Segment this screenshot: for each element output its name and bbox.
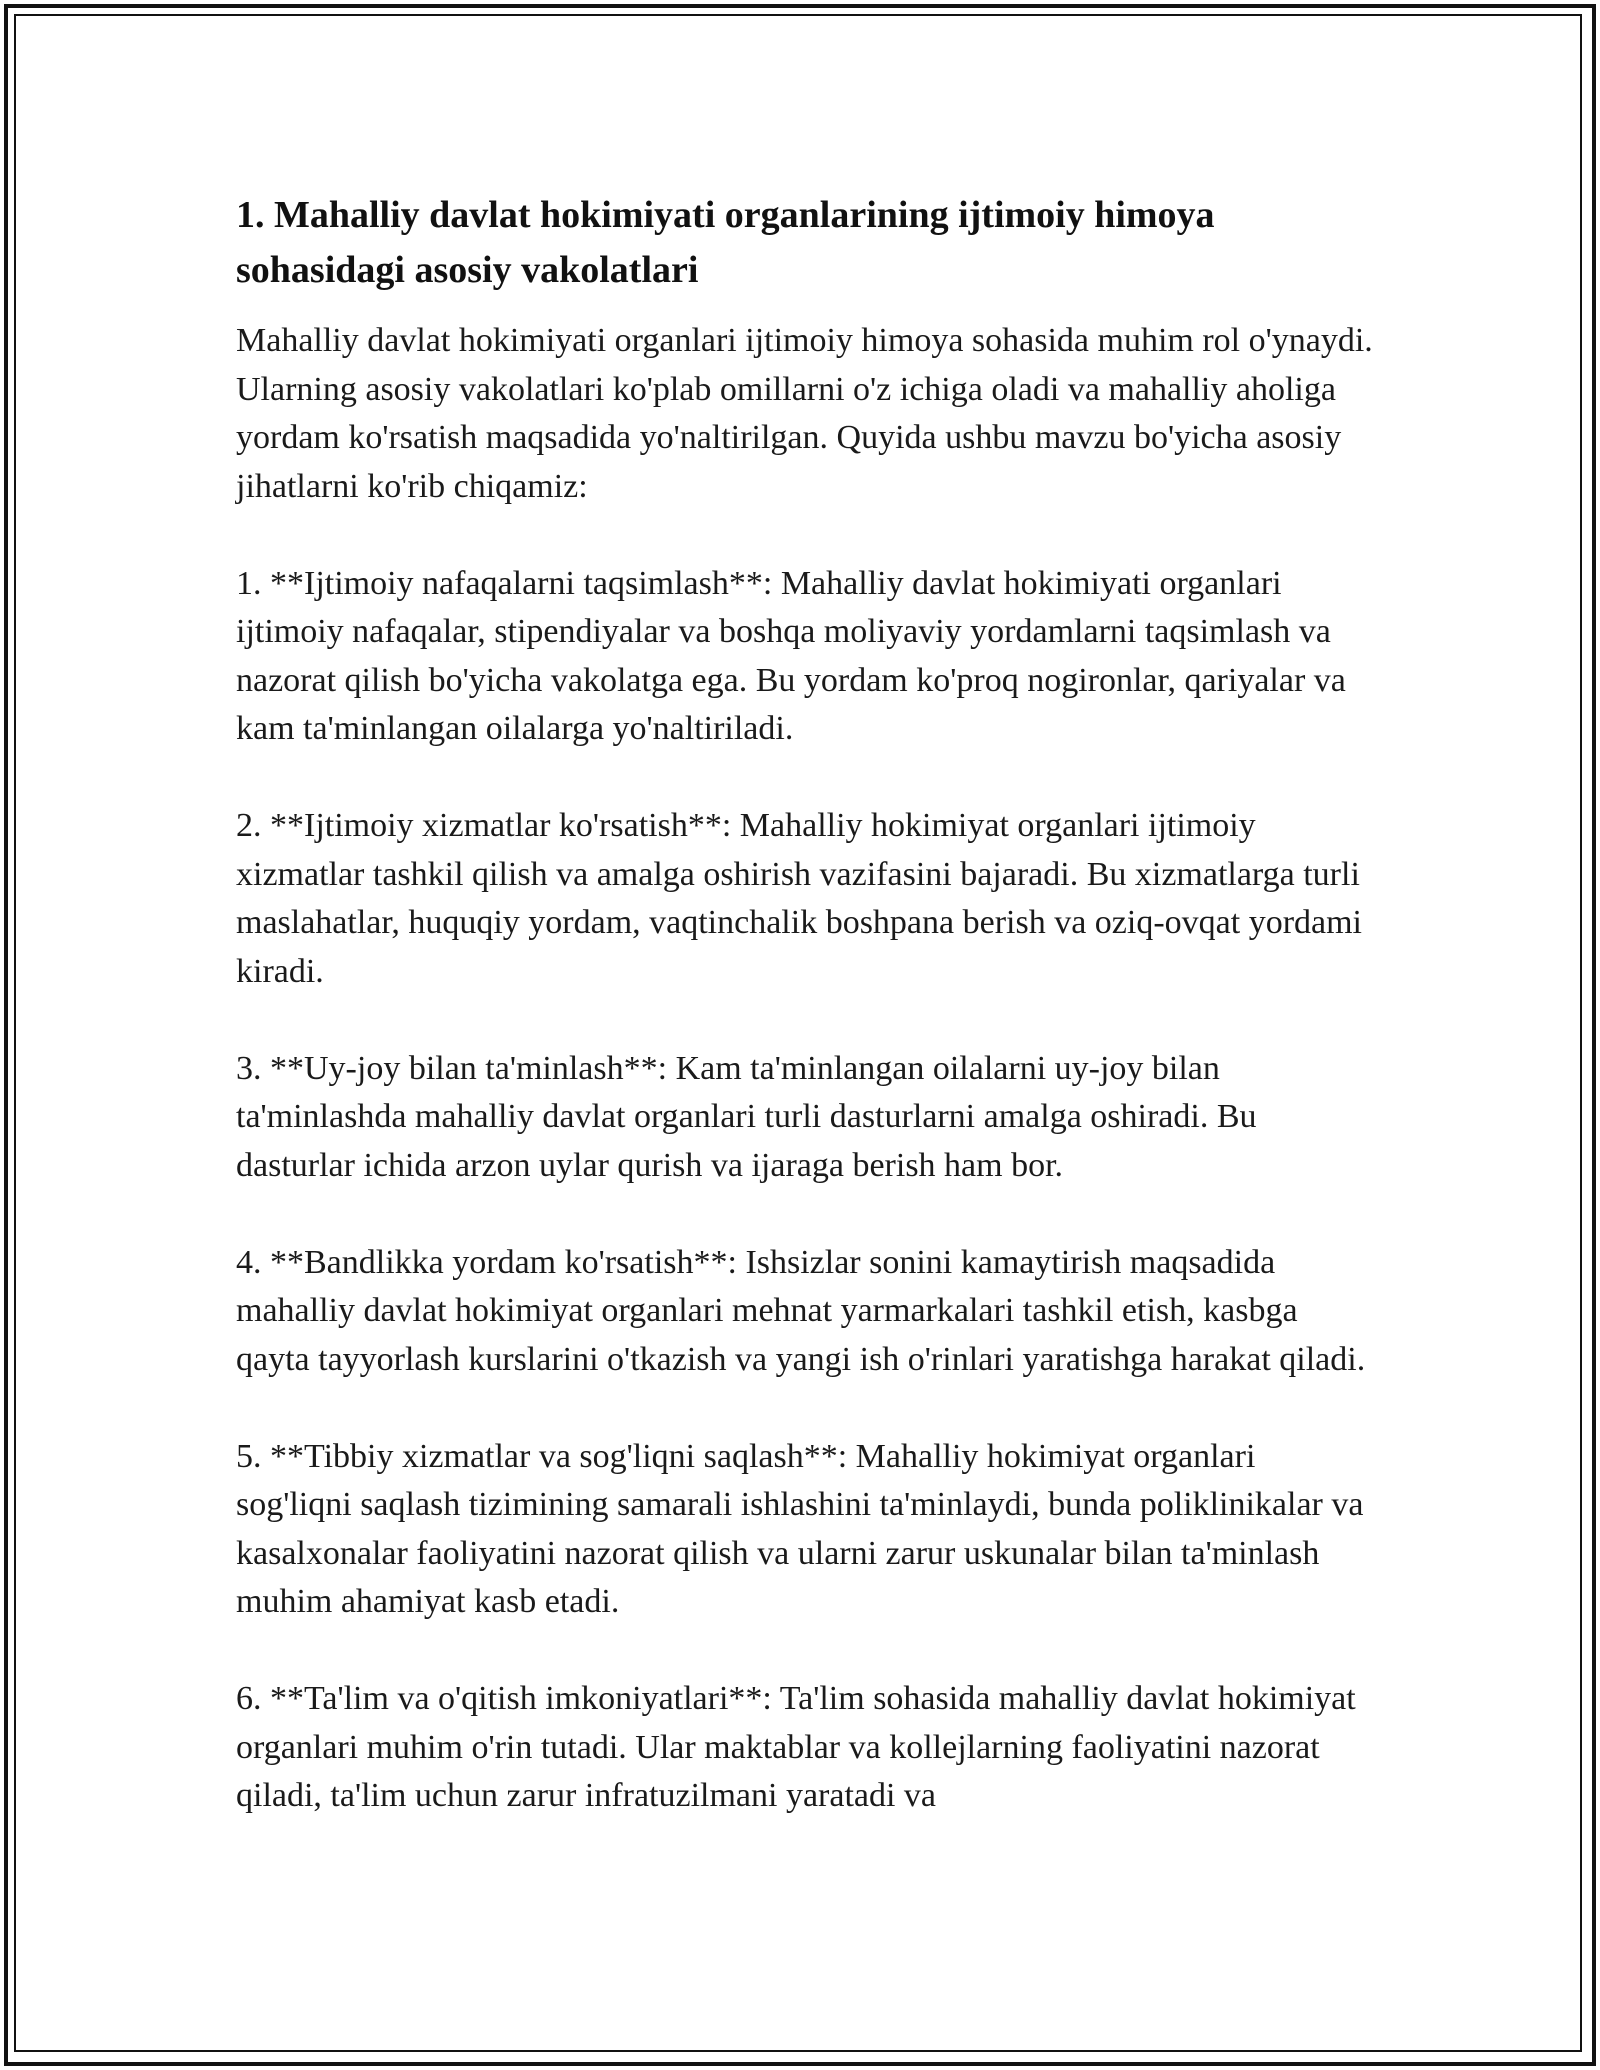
paragraph-item-2: 2. **Ijtimoiy xizmatlar ko'rsatish**: Mahalliy hokimiyat organlari ijtimoiy xizmatlar tashkil qilish va amalga oshirish vazifasini bajaradi. Bu xizmatlarga turli maslahatlar, huquqiy yordam, vaqtinchalik boshpana berish va oziq-ovqat yordami kiradi. bbox=[236, 807, 1363, 990]
paragraph-intro: Mahalliy davlat hokimiyati organlari ijtimoiy himoya sohasida muhim rol o'ynaydi. Ularning asosiy vakolatlari ko'plab omillarni o'z ichiga oladi va mahalliy aholiga yordam ko'rsatish maqsadida yo'naltirilgan. Quyida ushbu mavzu bo'yicha asosiy jihatlarni ko'rib chiqamiz: bbox=[236, 322, 1373, 505]
document-body bbox=[236, 188, 1376, 1869]
paragraph-item-1: 1. **Ijtimoiy nafaqalarni taqsimlash**: Mahalliy davlat hokimiyati organlari ijtimoiy nafaqalar, stipendiyalar va boshqa moliyaviy yordamlarni taqsimlash va nazorat qilish bo'yicha vakolatga ega. Bu yordam ko'proq nogironlar, qariyalar va kam ta'minlangan oilalarga yo'naltiriladi. bbox=[236, 564, 1346, 747]
paragraph-item-6: 6. **Ta'lim va o'qitish imkoniyatlari**: Ta'lim sohasida mahalliy davlat hokimiyat organlari muhim o'rin tutadi. Ular maktablar va kollejlarning faoliyatini nazorat qiladi, ta'lim uchun zarur infratuzilmani yaratadi va bbox=[236, 1680, 1356, 1814]
paragraph-item-4: 4. **Bandlikka yordam ko'rsatish**: Ishsizlar sonini kamaytirish maqsadida mahalliy davlat hokimiyat organlari mehnat yarmarkalari tashkil etish, kasbga qayta tayyorlash kurslarini o'tkazish va yangi ish o'rinlari yaratishga harakat qiladi. bbox=[236, 1243, 1366, 1378]
paragraph-item-5: 5. **Tibbiy xizmatlar va sog'liqni saqlash**: Mahalliy hokimiyat organlari sog'liqni saqlash tizimining samarali ishlashini ta'minlaydi, bunda poliklinikalar va kasalxonalar faoliyatini nazorat qilish va ularni zarur uskunalar bilan ta'minlash muhim ahamiyat kasb etadi. bbox=[236, 1437, 1364, 1620]
document-title: 1. Mahalliy davlat hokimiyati organlarining ijtimoiy himoya sohasidagi asosiy vakolatlari bbox=[236, 194, 1215, 291]
paragraph-item-3: 3. **Uy-joy bilan ta'minlash**: Kam ta'minlangan oilalarni uy-joy bilan ta'minlashda mahalliy davlat organlari turli dasturlarni amalga oshiradi. Bu dasturlar ichida arzon uylar qurish va ijaraga berish ham bor. bbox=[236, 1049, 1257, 1184]
